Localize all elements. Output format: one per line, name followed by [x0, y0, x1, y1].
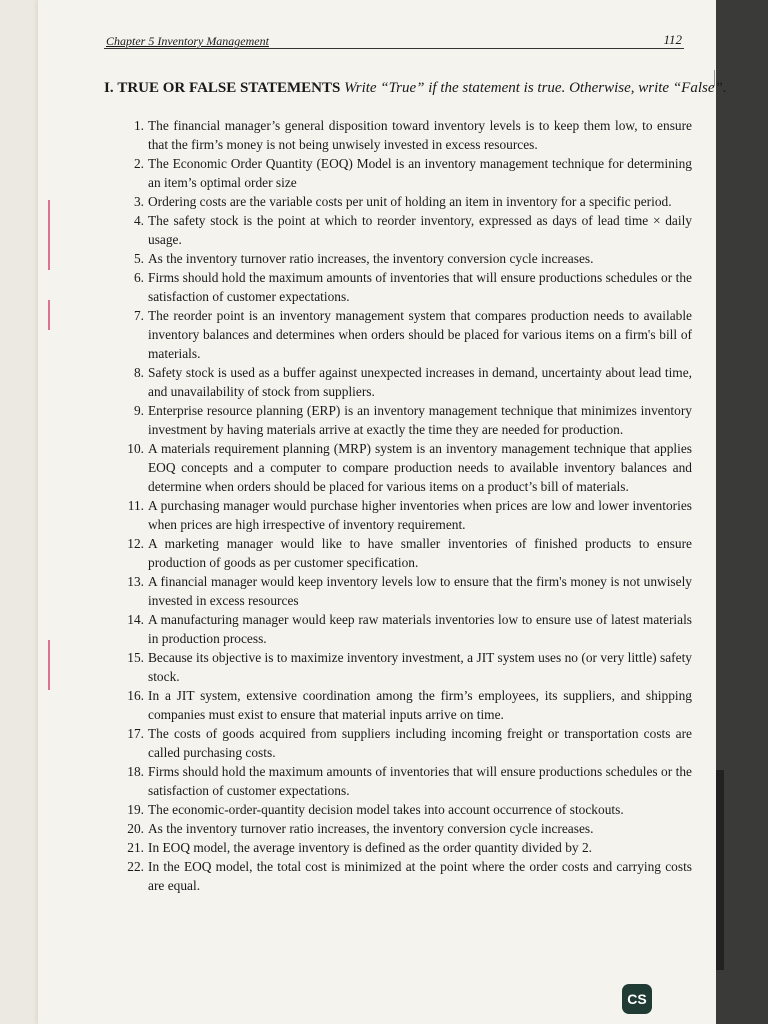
statement-number: 20.	[127, 821, 144, 836]
statement-number: 22.	[127, 859, 144, 874]
pink-margin-mark	[48, 300, 50, 330]
statement-item	[118, 496, 692, 534]
statement-item	[118, 192, 692, 211]
statement-item	[118, 439, 692, 496]
statement-text: Enterprise resource planning (ERP) is an inventory management technique that minimizes inventory investment by having materials arrive at exactly the time they are needed for production.	[148, 403, 692, 437]
section-instruction: Write “True” if the statement is true. Otherwise, write “False”.	[344, 80, 727, 96]
statement-text: Because its objective is to maximize inventory investment, a JIT system uses no (or very little) safety stock.	[148, 650, 692, 684]
statement-item	[118, 819, 692, 838]
pink-margin-mark	[48, 640, 50, 690]
statement-item	[118, 534, 692, 572]
statement-text: The financial manager’s general disposition toward inventory levels is to keep them low, to ensure that the firm’s money is not being unwisely invested in excess resources.	[148, 118, 692, 152]
statement-text: The economic-order-quantity decision model takes into account occurrence of stockouts.	[148, 802, 624, 817]
statement-item	[118, 857, 692, 895]
statement-item	[118, 610, 692, 648]
statement-number: 10.	[127, 441, 144, 456]
statement-item	[118, 572, 692, 610]
statement-item	[118, 116, 692, 154]
statement-number: 4.	[133, 213, 144, 228]
statement-text: A materials requirement planning (MRP) system is an inventory management technique that applies EOQ concepts and a computer to compare production needs to available inventory balances and determine when orders should be placed for various items on a product’s bill of materials.	[148, 441, 692, 494]
statement-text: The Economic Order Quantity (EOQ) Model is an inventory management technique for determining an item’s optimal order size	[148, 156, 692, 190]
statement-number: 2.	[133, 156, 144, 171]
statement-number: 1.	[133, 118, 144, 133]
statement-number: 17.	[127, 726, 144, 741]
statement-number: 3.	[133, 194, 144, 209]
statement-list	[118, 116, 692, 895]
chapter-title: Chapter 5 Inventory Management	[106, 34, 269, 48]
statement-item	[118, 762, 692, 800]
statement-text: Safety stock is used as a buffer against unexpected increases in demand, uncertainty about lead time, and unavailability of stock from suppliers.	[148, 365, 692, 399]
page-header	[104, 32, 684, 49]
statement-number: 11.	[127, 498, 144, 513]
statement-number: 12.	[127, 536, 144, 551]
statement-item	[118, 211, 692, 249]
section-numeral: I.	[104, 80, 114, 96]
statement-number: 15.	[127, 650, 144, 665]
statement-item	[118, 154, 692, 192]
scanner-background-edge	[716, 0, 768, 1024]
section-heading	[104, 80, 727, 97]
statement-number: 6.	[133, 270, 144, 285]
page-number: 112	[663, 32, 682, 47]
statement-item	[118, 268, 692, 306]
statement-text: A purchasing manager would purchase higher inventories when prices are low and lower inventories when prices are high irrespective of inventory requirement.	[148, 498, 692, 532]
statement-text: In a JIT system, extensive coordination among the firm’s employees, its suppliers, and shipping companies must exist to ensure that material inputs arrive on time.	[148, 688, 692, 722]
statement-text: As the inventory turnover ratio increases, the inventory conversion cycle increases.	[148, 251, 594, 266]
statement-number: 21.	[127, 840, 144, 855]
statement-text: The costs of goods acquired from suppliers including incoming freight or transportation costs are called purchasing costs.	[148, 726, 692, 760]
section-title: TRUE OR FALSE STATEMENTS	[117, 80, 341, 96]
statement-number: 16.	[127, 688, 144, 703]
statement-text: In the EOQ model, the total cost is minimized at the point where the order costs and carrying costs are equal.	[148, 859, 692, 893]
statement-text: The safety stock is the point at which to reorder inventory, expressed as days of lead time × daily usage.	[148, 213, 692, 247]
statement-text: Firms should hold the maximum amounts of inventories that will ensure productions schedules or the satisfaction of customer expectations.	[148, 764, 692, 798]
statement-number: 7.	[133, 308, 144, 323]
statement-text: As the inventory turnover ratio increases, the inventory conversion cycle increases.	[148, 821, 594, 836]
statement-text: A marketing manager would like to have smaller inventories of finished products to ensure production of goods as per customer specification.	[148, 536, 692, 570]
pink-margin-mark	[48, 200, 50, 270]
statement-number: 19.	[127, 802, 144, 817]
statement-item	[118, 648, 692, 686]
statement-text: A manufacturing manager would keep raw materials inventories low to ensure use of latest materials in production process.	[148, 612, 692, 646]
statement-item	[118, 724, 692, 762]
statement-number: 14.	[127, 612, 144, 627]
logo-text: CS	[627, 991, 647, 1007]
camscanner-logo-icon	[622, 984, 652, 1014]
statement-number: 13.	[127, 574, 144, 589]
statement-text: In EOQ model, the average inventory is defined as the order quantity divided by 2.	[148, 840, 592, 855]
statement-item	[118, 249, 692, 268]
statement-number: 18.	[127, 764, 144, 779]
statement-item	[118, 838, 692, 857]
statement-item	[118, 800, 692, 819]
statement-item	[118, 686, 692, 724]
statement-text: Firms should hold the maximum amounts of inventories that will ensure productions schedules or the satisfaction of customer expectations.	[148, 270, 692, 304]
statement-item	[118, 401, 692, 439]
statement-item	[118, 363, 692, 401]
statement-item	[118, 306, 692, 363]
statement-number: 5.	[133, 251, 144, 266]
statement-text: The reorder point is an inventory management system that compares production needs to available inventory balances and determines when orders should be placed for various items on a firm's bill of materials.	[148, 308, 692, 361]
statement-number: 8.	[133, 365, 144, 380]
statement-text: A financial manager would keep inventory levels low to ensure that the firm's money is not unwisely invested in excess resources	[148, 574, 692, 608]
statement-number: 9.	[133, 403, 144, 418]
statement-text: Ordering costs are the variable costs per unit of holding an item in inventory for a specific period.	[148, 194, 672, 209]
